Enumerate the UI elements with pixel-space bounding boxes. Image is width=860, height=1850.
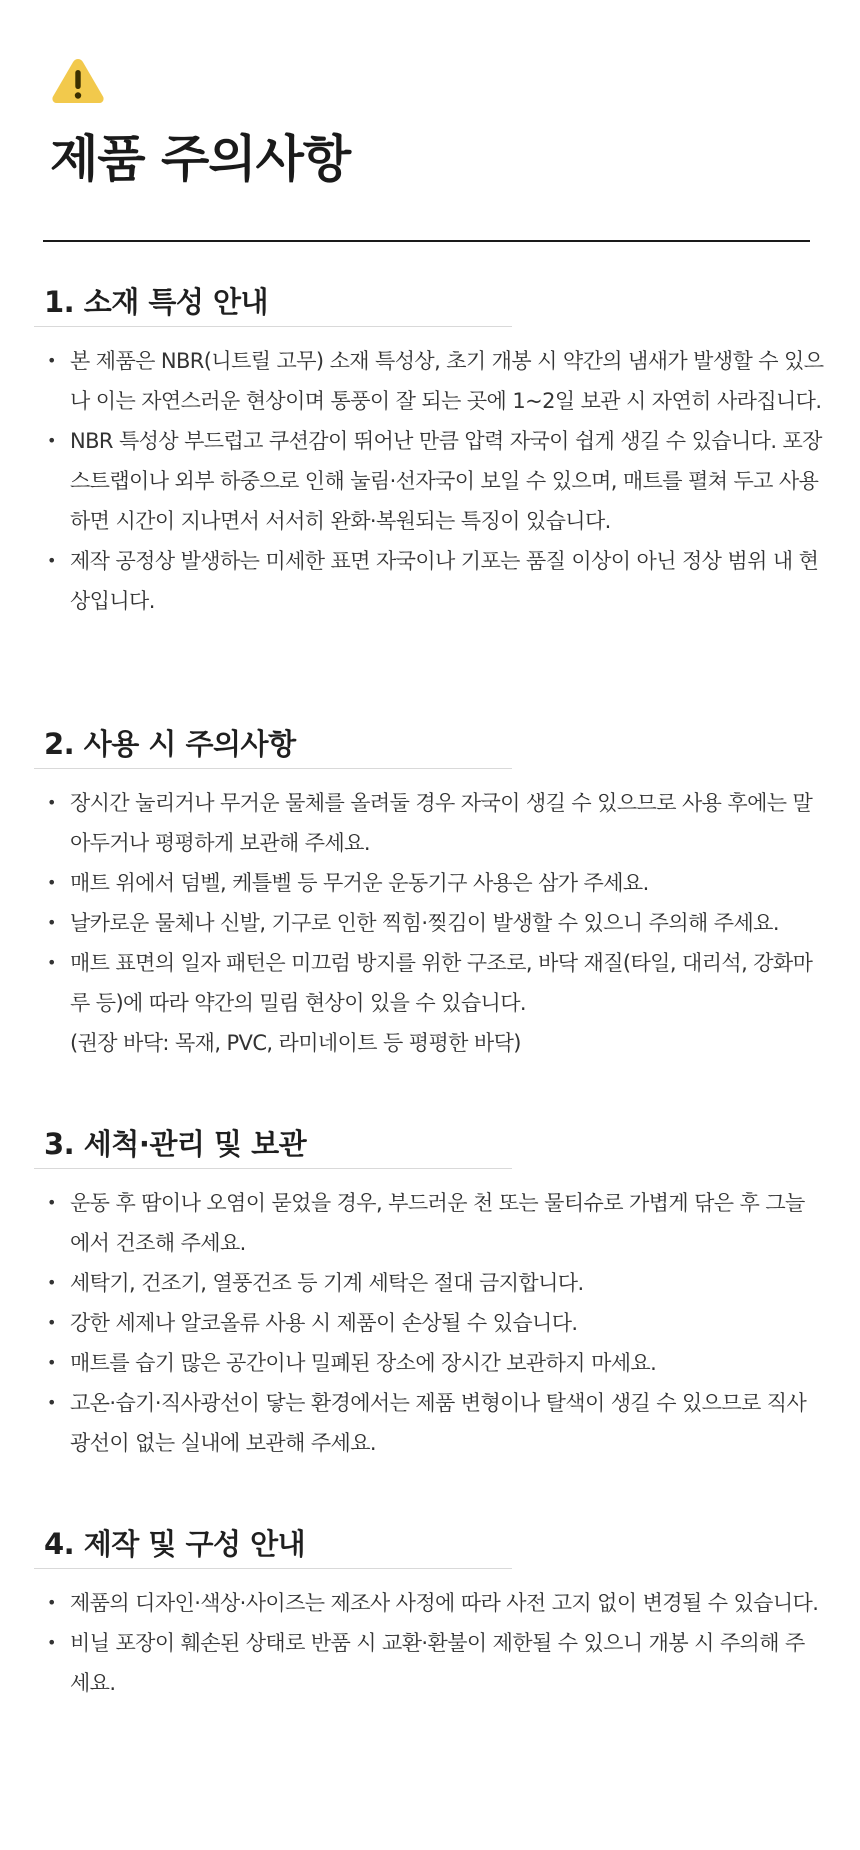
list-item <box>34 541 824 621</box>
item-list <box>34 1183 824 1463</box>
bullet: • <box>47 1353 56 1372</box>
item-text: 매트를 습기 많은 공간이나 밀폐된 장소에 장시간 보관하지 마세요. <box>70 1351 657 1375</box>
item-text: 본 제품은 NBR(니트릴 고무) 소재 특성상, 초기 개봉 시 약간의 냄새가 발생할 수 있으나 이는 자연스러운 현상이며 통풍이 잘 되는 곳에 1~2일 보관 시 자연히 사라집니다. <box>70 349 824 413</box>
item-text: 장시간 눌리거나 무거운 물체를 올려둘 경우 자국이 생길 수 있으므로 사용 후에는 말아두거나 평평하게 보관해 주세요. <box>70 791 813 855</box>
item-text: 제품의 디자인·색상·사이즈는 제조사 사정에 따라 사전 고지 없이 변경될 수 있습니다. <box>70 1591 819 1615</box>
header <box>50 56 350 187</box>
list-item <box>34 341 824 421</box>
warning-icon <box>50 56 106 106</box>
item-text: 강한 세제나 알코올류 사용 시 제품이 손상될 수 있습니다. <box>70 1311 578 1335</box>
section-divider <box>34 1168 512 1169</box>
section-production <box>34 1524 824 1703</box>
list-item <box>34 783 824 863</box>
section-material <box>34 282 824 621</box>
list-item <box>34 863 824 903</box>
section-usage <box>34 724 824 1063</box>
list-item <box>34 1343 824 1383</box>
list-item <box>34 1383 824 1463</box>
list-item <box>34 421 824 541</box>
item-text: 제작 공정상 발생하는 미세한 표면 자국이나 기포는 품질 이상이 아닌 정상 범위 내 현상입니다. <box>70 549 819 613</box>
list-item <box>34 1303 824 1343</box>
item-text: NBR 특성상 부드럽고 쿠션감이 뛰어난 만큼 압력 자국이 쉽게 생길 수 있습니다. 포장 스트랩이나 외부 하중으로 인해 눌림·선자국이 보일 수 있으며, 매트를 펼쳐 두고 사용하면 시간이 지나면서 서서히 완화·복원되는 특징이 있습니다. <box>70 429 822 533</box>
item-text: 세탁기, 건조기, 열풍건조 등 기계 세탁은 절대 금지합니다. <box>70 1271 584 1295</box>
section-divider <box>34 326 512 327</box>
list-item <box>34 943 824 1063</box>
section-divider <box>34 768 512 769</box>
bullet: • <box>47 1273 56 1292</box>
bullet: • <box>47 953 56 972</box>
item-text: 비닐 포장이 훼손된 상태로 반품 시 교환·환불이 제한될 수 있으니 개봉 시 주의해 주세요. <box>70 1631 805 1695</box>
title-divider <box>43 240 810 242</box>
bullet: • <box>47 1393 56 1412</box>
section-title: 4. 제작 및 구성 안내 <box>44 1527 306 1561</box>
section-care <box>34 1124 824 1463</box>
item-text: 매트 위에서 덤벨, 케틀벨 등 무거운 운동기구 사용은 삼가 주세요. <box>70 871 649 895</box>
bullet: • <box>47 873 56 892</box>
item-text: 매트 표면의 일자 패턴은 미끄럼 방지를 위한 구조로, 바닥 재질(타일, 대리석, 강화마루 등)에 따라 약간의 밀림 현상이 있을 수 있습니다. <box>70 951 813 1015</box>
list-item <box>34 903 824 943</box>
bullet: • <box>47 431 56 450</box>
bullet: • <box>47 1633 56 1652</box>
bullet: • <box>47 1193 56 1212</box>
bullet: • <box>47 1313 56 1332</box>
item-note: (권장 바닥: 목재, PVC, 라미네이트 등 평평한 바닥) <box>70 1031 521 1055</box>
list-item <box>34 1183 824 1263</box>
item-list <box>34 783 824 1063</box>
bullet: • <box>47 793 56 812</box>
bullet: • <box>47 351 56 370</box>
item-list <box>34 341 824 621</box>
item-text: 운동 후 땀이나 오염이 묻었을 경우, 부드러운 천 또는 물티슈로 가볍게 닦은 후 그늘에서 건조해 주세요. <box>70 1191 805 1255</box>
list-item <box>34 1263 824 1303</box>
bullet: • <box>47 913 56 932</box>
bullet: • <box>47 551 56 570</box>
list-item <box>34 1583 824 1623</box>
item-text: 고온·습기·직사광선이 닿는 환경에서는 제품 변형이나 탈색이 생길 수 있으므로 직사광선이 없는 실내에 보관해 주세요. <box>70 1391 807 1455</box>
item-text: 날카로운 물체나 신발, 기구로 인한 찍힘·찢김이 발생할 수 있으니 주의해 주세요. <box>70 911 779 935</box>
item-list <box>34 1583 824 1703</box>
section-title: 1. 소재 특성 안내 <box>44 285 269 319</box>
page-title: 제품 주의사항 <box>50 130 351 188</box>
section-divider <box>34 1568 512 1569</box>
list-item <box>34 1623 824 1703</box>
bullet: • <box>47 1593 56 1612</box>
section-title: 3. 세척·관리 및 보관 <box>44 1127 307 1161</box>
section-title: 2. 사용 시 주의사항 <box>44 727 296 761</box>
